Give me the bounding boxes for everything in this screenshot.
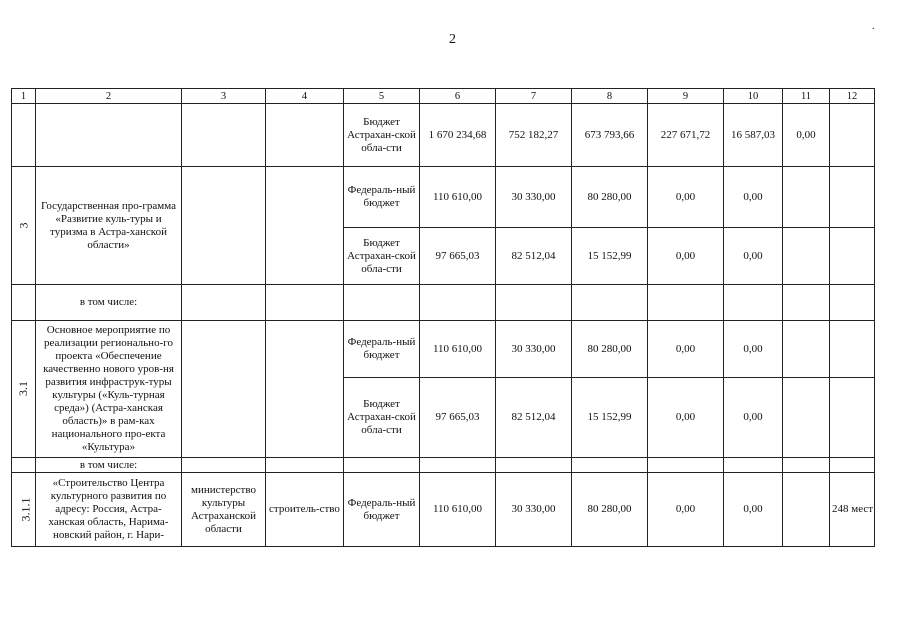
value-cell: 0,00 xyxy=(648,321,724,378)
header-cell: 9 xyxy=(648,89,724,104)
value-cell: 0,00 xyxy=(648,473,724,547)
value-cell: 752 182,27 xyxy=(496,104,572,167)
empty-cell xyxy=(182,104,266,167)
value-cell: 110 610,00 xyxy=(420,473,496,547)
empty-cell xyxy=(266,285,344,321)
value-cell: 80 280,00 xyxy=(572,321,648,378)
empty-cell xyxy=(344,285,420,321)
value-cell: 15 152,99 xyxy=(572,378,648,458)
empty-cell xyxy=(783,321,830,378)
object-name: «Строительство Центра культурного развития по адресу: Россия, Астра-ханская область, Нарима-новский район, г. Нари- xyxy=(36,473,182,547)
empty-cell xyxy=(182,167,266,285)
value-cell: 0,00 xyxy=(783,104,830,167)
value-cell: 30 330,00 xyxy=(496,473,572,547)
empty-cell xyxy=(572,458,648,473)
budget-table xyxy=(11,88,875,547)
row-number: 3.1 xyxy=(12,321,36,458)
empty-cell xyxy=(830,228,875,285)
empty-cell xyxy=(830,458,875,473)
value-cell: 110 610,00 xyxy=(420,321,496,378)
value-cell: 0,00 xyxy=(724,228,783,285)
value-cell: 16 587,03 xyxy=(724,104,783,167)
empty-cell xyxy=(783,167,830,228)
value-cell: 97 665,03 xyxy=(420,378,496,458)
header-row xyxy=(12,89,875,104)
table-row xyxy=(12,167,875,228)
value-cell: 15 152,99 xyxy=(572,228,648,285)
header-cell: 3 xyxy=(182,89,266,104)
funding-source: Федераль-ный бюджет xyxy=(344,473,420,547)
empty-cell xyxy=(783,458,830,473)
value-cell: 82 512,04 xyxy=(496,228,572,285)
empty-cell xyxy=(830,167,875,228)
empty-cell xyxy=(266,321,344,458)
header-cell: 6 xyxy=(420,89,496,104)
row-number: 3 xyxy=(12,167,36,285)
table-row xyxy=(12,104,875,167)
empty-cell xyxy=(12,104,36,167)
value-cell: 673 793,66 xyxy=(572,104,648,167)
empty-cell xyxy=(783,228,830,285)
header-cell: 11 xyxy=(783,89,830,104)
header-cell: 8 xyxy=(572,89,648,104)
empty-cell xyxy=(420,458,496,473)
header-cell: 12 xyxy=(830,89,875,104)
value-cell: 30 330,00 xyxy=(496,321,572,378)
work-type: строитель-ство xyxy=(266,473,344,547)
header-cell: 5 xyxy=(344,89,420,104)
empty-cell xyxy=(648,285,724,321)
empty-cell xyxy=(12,458,36,473)
header-cell: 10 xyxy=(724,89,783,104)
empty-cell xyxy=(496,285,572,321)
empty-cell xyxy=(830,321,875,378)
value-cell: 227 671,72 xyxy=(648,104,724,167)
empty-cell xyxy=(830,285,875,321)
empty-cell xyxy=(783,473,830,547)
value-cell: 30 330,00 xyxy=(496,167,572,228)
empty-cell xyxy=(783,285,830,321)
funding-source: Бюджет Астрахан-ской обла-сти xyxy=(344,378,420,458)
funding-source: Бюджет Астрахан-ской обла-сти xyxy=(344,104,420,167)
empty-cell xyxy=(344,458,420,473)
program-name: Государственная про-грамма «Развитие куль-туры и туризма в Астра-ханской области» xyxy=(36,167,182,285)
empty-cell xyxy=(496,458,572,473)
value-cell: 97 665,03 xyxy=(420,228,496,285)
empty-cell xyxy=(724,285,783,321)
funding-source: Федераль-ный бюджет xyxy=(344,167,420,228)
empty-cell xyxy=(724,458,783,473)
empty-cell xyxy=(266,167,344,285)
value-cell: 110 610,00 xyxy=(420,167,496,228)
empty-cell xyxy=(830,378,875,458)
corner-mark: . xyxy=(872,21,875,32)
empty-cell xyxy=(830,104,875,167)
value-cell: 0,00 xyxy=(724,321,783,378)
value-cell: 1 670 234,68 xyxy=(420,104,496,167)
table-row xyxy=(12,321,875,378)
header-cell: 7 xyxy=(496,89,572,104)
funding-source: Федераль-ный бюджет xyxy=(344,321,420,378)
subtotal-label: в том числе: xyxy=(36,458,182,473)
page-number: 2 xyxy=(449,32,456,47)
header-cell: 1 xyxy=(12,89,36,104)
funding-source: Бюджет Астрахан-ской обла-сти xyxy=(344,228,420,285)
empty-cell xyxy=(182,285,266,321)
empty-cell xyxy=(182,321,266,458)
empty-cell xyxy=(783,378,830,458)
empty-cell xyxy=(648,458,724,473)
empty-cell xyxy=(266,104,344,167)
subtotal-label: в том числе: xyxy=(36,285,182,321)
empty-cell xyxy=(36,104,182,167)
value-cell: 82 512,04 xyxy=(496,378,572,458)
value-cell: 0,00 xyxy=(648,167,724,228)
value-cell: 80 280,00 xyxy=(572,167,648,228)
value-cell: 0,00 xyxy=(724,167,783,228)
value-cell: 0,00 xyxy=(648,378,724,458)
empty-cell xyxy=(266,458,344,473)
table-row xyxy=(12,473,875,547)
header-cell: 2 xyxy=(36,89,182,104)
empty-cell xyxy=(572,285,648,321)
capacity-cell: 248 мест xyxy=(830,473,875,547)
responsible-body: министерство культуры Астраханской области xyxy=(182,473,266,547)
measure-name: Основное мероприятие по реализации регионально-го проекта «Обеспечение качественно нового уров-ня развития инфраструк-туры культуры («Куль-турная среда») (Астра-ханская область)» в рам-ках национального про-екта «Культура» xyxy=(36,321,182,458)
row-number: 3.1.1 xyxy=(12,473,36,547)
value-cell: 0,00 xyxy=(724,378,783,458)
value-cell: 80 280,00 xyxy=(572,473,648,547)
value-cell: 0,00 xyxy=(648,228,724,285)
table-row xyxy=(12,458,875,473)
table-row xyxy=(12,285,875,321)
empty-cell xyxy=(12,285,36,321)
value-cell: 0,00 xyxy=(724,473,783,547)
empty-cell xyxy=(182,458,266,473)
header-cell: 4 xyxy=(266,89,344,104)
empty-cell xyxy=(420,285,496,321)
